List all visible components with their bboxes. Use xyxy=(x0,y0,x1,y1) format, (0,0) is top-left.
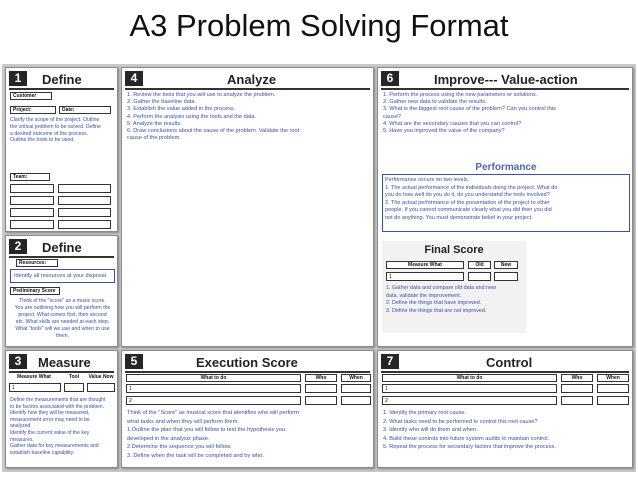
execution-title: Execution Score xyxy=(196,355,298,370)
team-field[interactable]: Team: xyxy=(10,173,50,181)
final-header-new: New xyxy=(494,261,518,269)
title-rule xyxy=(9,256,114,258)
step-number-3: 3 xyxy=(9,354,27,369)
performance-box xyxy=(382,174,630,232)
step-number-2: 2 xyxy=(9,239,27,254)
step-number-4: 4 xyxy=(125,71,143,86)
measure-cell-value[interactable] xyxy=(87,383,115,392)
control-steps: 1. Identify the primary root cause. 2. What tasks need to be performed to control this root cause? 3. Identify who will do them and when. 4. Build these controls into future system audits to maintain control. 5. Repeat the process for secondary factors that improve the process. xyxy=(383,410,556,451)
measure-header-what: Measure What xyxy=(9,374,59,382)
performance-heading: Performance xyxy=(475,162,537,173)
team-cell[interactable] xyxy=(58,184,111,193)
resources-box[interactable] xyxy=(10,269,115,283)
define-instructions: Clarify the scope of the project. Outline the critical problem to be solved. Define a desired outcome of the process. Outline the tools to be used. xyxy=(10,117,101,144)
page-title: A3 Problem Solving Format xyxy=(129,8,509,43)
control-cell-when[interactable] xyxy=(597,396,629,405)
final-row-1[interactable]: 1 xyxy=(386,272,464,281)
control-cell-who[interactable] xyxy=(561,384,593,393)
execution-row-2[interactable]: 2 xyxy=(126,396,301,405)
final-header-old: Old xyxy=(468,261,491,269)
control-cell-who[interactable] xyxy=(561,396,593,405)
control-header-what: What to do xyxy=(382,374,557,382)
improve-title: Improve--- Value-action xyxy=(434,72,578,87)
control-box xyxy=(377,350,633,468)
identify-resources-text: Identify all resources at your disposal xyxy=(14,273,107,279)
team-cell[interactable] xyxy=(58,196,111,205)
improve-steps: 1. Perform the process using the new parameters or solutions. 2. Gather new data to validate the results. 3. What is the biggest root cause of the problem? Can you control this cause? 4. What are the secondary causes that you can control? 5. Have you improved the value of the company? xyxy=(383,92,556,135)
control-row-1[interactable]: 1 xyxy=(382,384,557,393)
score-instructions: Think of the "score" as a music score. You are outlining how you will perform the project. What comes first, then second etc. What skills are needed at each step. What "tools" will we use and when to use them. xyxy=(14,298,111,339)
execution-header-when: When xyxy=(341,374,371,382)
analyze-title: Analyze xyxy=(227,72,277,87)
control-header-when: When xyxy=(597,374,629,382)
execution-cell-when[interactable] xyxy=(341,396,371,405)
title-rule xyxy=(381,88,629,90)
execution-cell-when[interactable] xyxy=(341,384,371,393)
measure-header-tool: Tool xyxy=(64,374,84,382)
execution-cell-who[interactable] xyxy=(305,396,337,405)
analyze-steps: 1. Review the tools that you will use to analyze the problem. 2. Gather the baseline data. 3. Establish the value added in the process. 4. Perform the analysis using the tools and the data. 5. Analyze the results. 6. Draw conclusions about the cause of the problem. Validate the root cause of the problem. xyxy=(127,92,300,142)
analyze-box xyxy=(121,67,374,347)
execution-steps: Think of the "Score" as musical score that identifies who will perform what tasks and when they will perform them. 1.Outline the plan that you will follow to test the hypothesis you developed in the analysis phase. 2.Determine the sequence you will follow. 3. Define when the task will be completed and by who. xyxy=(127,410,299,459)
control-cell-when[interactable] xyxy=(597,384,629,393)
title-rule xyxy=(9,371,114,373)
final-score-heading: Final Score xyxy=(424,244,484,256)
final-score-panel xyxy=(382,241,526,333)
title-rule xyxy=(9,88,114,90)
control-title: Control xyxy=(486,355,533,370)
a3-sheet xyxy=(2,64,636,472)
title-rule xyxy=(125,371,370,373)
performance-text: Performance occurs on two levels. 1. The actual performance of the individuals doing the project. What do you do how well do you do it, do you understand the tools involved? 2. The actual performance of the presentation of the project to other people. If you cannot communicate clearly what you did then you did not do anything. You must demonstrate belief in your project. xyxy=(385,177,558,221)
team-cell[interactable] xyxy=(10,220,54,229)
improve-box xyxy=(377,67,633,347)
execution-header-what: What to do xyxy=(126,374,301,382)
step-number-5: 5 xyxy=(125,354,143,369)
execution-header-who: Who xyxy=(305,374,337,382)
project-field[interactable]: Project: xyxy=(10,106,56,114)
final-cell-new[interactable] xyxy=(494,272,518,281)
define-title-2: Define xyxy=(42,240,82,255)
title-rule xyxy=(125,88,370,90)
define-box-1 xyxy=(5,67,118,232)
title-rule xyxy=(381,371,629,373)
control-header-who: Who xyxy=(561,374,593,382)
step-number-7: 7 xyxy=(381,354,399,369)
measure-box xyxy=(5,350,118,468)
final-score-steps: 1. Gather data and compare old data and new data, validate the improvement. 2. Define the things that have improved. 3. Define the things that are not improved. xyxy=(386,285,496,314)
execution-box xyxy=(121,350,374,468)
step-number-6: 6 xyxy=(381,71,399,86)
team-cell[interactable] xyxy=(10,196,54,205)
final-cell-old[interactable] xyxy=(468,272,491,281)
step-number-1: 1 xyxy=(9,71,27,86)
final-header-measure: Measure What xyxy=(386,261,464,269)
team-cell[interactable] xyxy=(58,220,111,229)
define-title-1: Define xyxy=(42,72,82,87)
execution-cell-who[interactable] xyxy=(305,384,337,393)
team-cell[interactable] xyxy=(58,208,111,217)
measure-instructions: Define the measurements that are thought to be factors associated with the problem. Identify how they will be measured, measurement error may need to be analyzed. Identify the current value of the key measures. Gather data for key measurements and establish baseline capability. xyxy=(10,397,106,456)
measure-row-1[interactable]: 1 xyxy=(9,383,61,392)
resources-field[interactable]: Resources: xyxy=(16,259,58,267)
control-row-2[interactable]: 2 xyxy=(382,396,557,405)
team-cell[interactable] xyxy=(10,208,54,217)
define-box-2 xyxy=(5,235,118,347)
preliminary-score-field[interactable]: Preliminary Score xyxy=(10,287,60,295)
date-field[interactable]: Date: xyxy=(59,106,111,114)
measure-cell-tool[interactable] xyxy=(64,383,84,392)
team-cell[interactable] xyxy=(10,184,54,193)
measure-title: Measure xyxy=(38,355,91,370)
execution-row-1[interactable]: 1 xyxy=(126,384,301,393)
customer-field[interactable]: Customer xyxy=(10,92,52,100)
measure-header-value: Value Now xyxy=(86,374,116,382)
